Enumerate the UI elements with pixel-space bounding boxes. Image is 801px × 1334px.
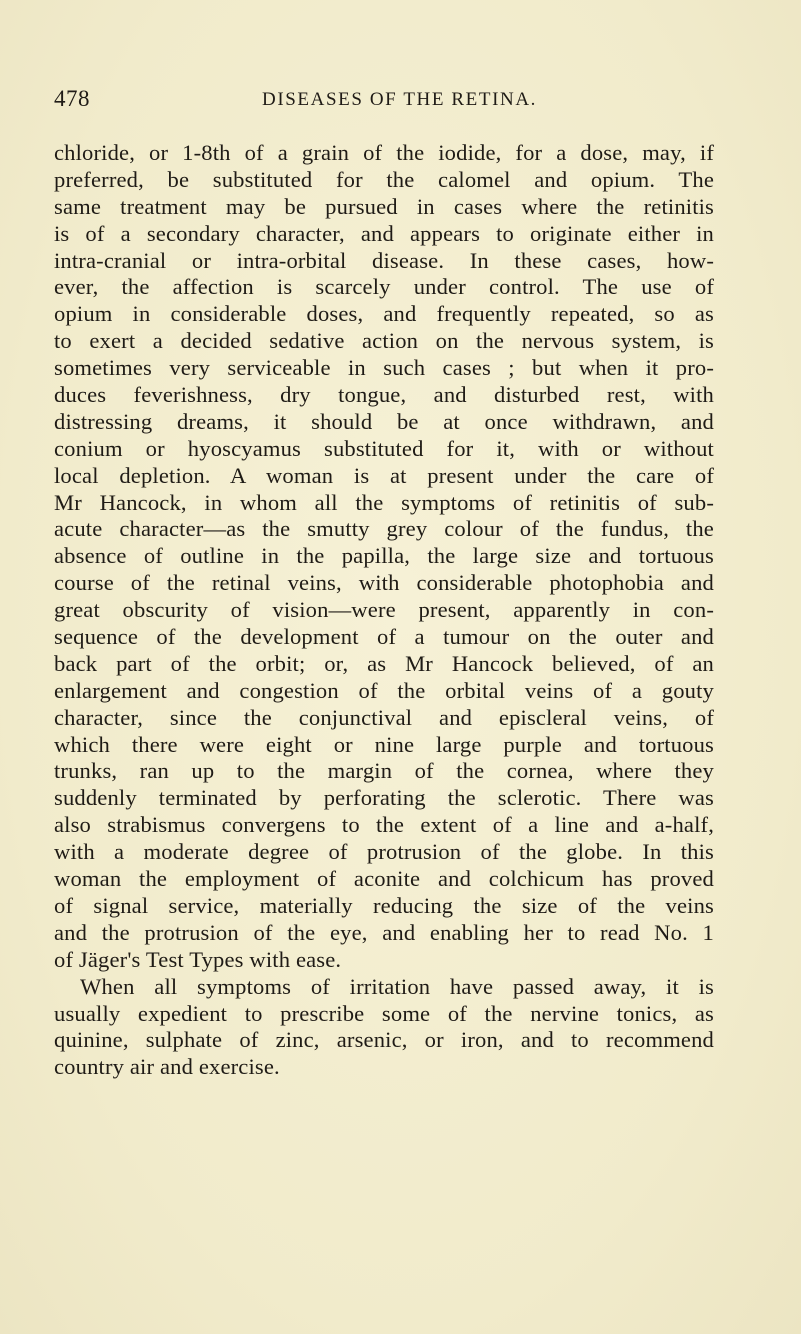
text-line: local depletion. A woman is at present under the care of [54, 462, 714, 488]
text-line: ever, the affection is scarcely under control. The use of [54, 274, 714, 300]
text-line: usually expedient to prescribe some of the nervine tonics, as [54, 1000, 714, 1026]
text-line: chloride, or 1-8th of a grain of the iodide, for a dose, may, if [54, 140, 714, 165]
text-line: acute character—as the smutty grey colour of the fundus, the [54, 516, 714, 542]
text-line: course of the retinal veins, with considerable photophobia and [54, 570, 714, 596]
text-line: which there were eight or nine large purple and tortuous [54, 731, 714, 757]
text-line: and the protrusion of the eye, and enabling her to read No. 1 [54, 919, 714, 945]
page-number: 478 [54, 86, 90, 111]
running-title: DISEASES OF THE RETINA. [262, 89, 538, 110]
text-line: sequence of the development of a tumour on the outer and [54, 624, 714, 650]
body-text [54, 140, 714, 1081]
text-line-paragraph-end: of Jäger's Test Types with ease. [54, 946, 342, 972]
text-line-paragraph-end: country air and exercise. [54, 1054, 280, 1080]
text-line: is of a secondary character, and appears to originate either in [54, 220, 714, 246]
text-line-paragraph-start: When all symptoms of irritation have passed away, it is [80, 973, 714, 999]
text-line: absence of outline in the papilla, the large size and tortuous [54, 543, 714, 569]
text-line: to exert a decided sedative action on the nervous system, is [54, 328, 714, 354]
text-line: intra-cranial or intra-orbital disease. In these cases, how- [54, 247, 714, 273]
text-line: great obscurity of vision—were present, apparently in con- [54, 597, 714, 623]
text-line: back part of the orbit; or, as Mr Hancock believed, of an [54, 650, 714, 676]
text-line: same treatment may be pursued in cases where the retinitis [54, 193, 714, 219]
text-line: conium or hyoscyamus substituted for it, with or without [54, 435, 714, 461]
text-line: also strabismus convergens to the extent of a line and a-half, [54, 812, 714, 838]
text-line: character, since the conjunctival and episcleral veins, of [54, 704, 714, 730]
text-line: suddenly terminated by perforating the sclerotic. There was [54, 785, 714, 811]
text-line: enlargement and congestion of the orbital veins of a gouty [54, 677, 714, 703]
text-line: of signal service, materially reducing the size of the veins [54, 892, 714, 918]
text-line: woman the employment of aconite and colchicum has proved [54, 866, 714, 892]
text-line: sometimes very serviceable in such cases ; but when it pro- [54, 355, 714, 381]
text-line: with a moderate degree of protrusion of the globe. In this [54, 839, 714, 865]
text-line: trunks, ran up to the margin of the cornea, where they [54, 758, 714, 784]
text-line: duces feverishness, dry tongue, and disturbed rest, with [54, 382, 714, 408]
text-line: distressing dreams, it should be at once withdrawn, and [54, 408, 714, 434]
text-line: Mr Hancock, in whom all the symptoms of retinitis of sub- [54, 489, 714, 515]
text-line: quinine, sulphate of zinc, arsenic, or iron, and to recommend [54, 1027, 714, 1053]
page-header [54, 86, 714, 116]
text-line: opium in considerable doses, and frequently repeated, so as [54, 301, 714, 327]
text-line: preferred, be substituted for the calomel and opium. The [54, 166, 714, 192]
